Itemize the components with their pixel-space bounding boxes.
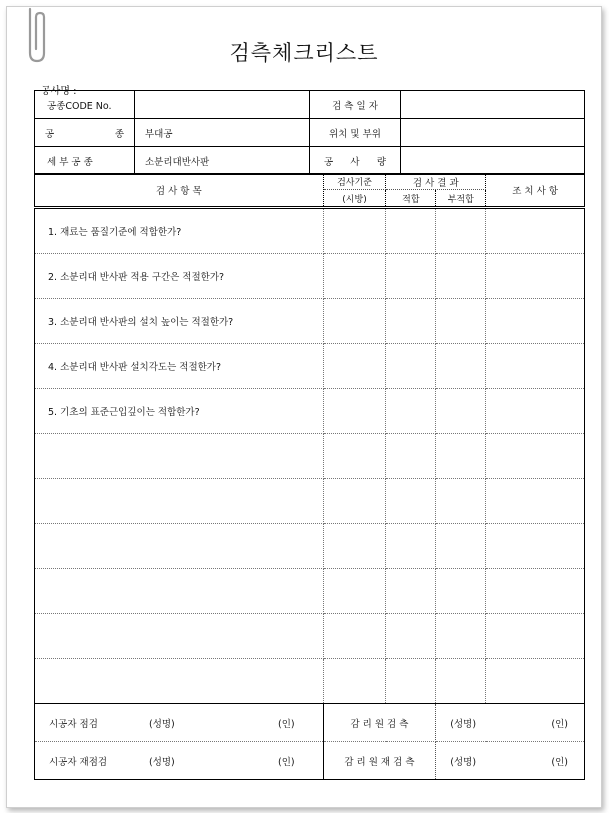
fail-cell[interactable] <box>436 524 486 569</box>
checklist-question <box>35 434 324 479</box>
standard-cell[interactable] <box>323 389 386 434</box>
action-cell[interactable] <box>486 569 585 614</box>
action-cell[interactable] <box>486 299 585 344</box>
checklist-question <box>35 524 324 569</box>
header-fail: 부적합 <box>436 190 486 208</box>
standard-cell[interactable] <box>323 254 386 299</box>
header-result: 검 사 결 과 <box>386 174 486 190</box>
info-label: 검 측 일 자 <box>310 91 401 119</box>
pass-cell[interactable] <box>386 614 436 659</box>
checklist-row <box>35 344 585 389</box>
fail-cell[interactable] <box>436 614 486 659</box>
standard-cell[interactable] <box>323 659 386 704</box>
info-label: 공종CODE No. <box>35 91 135 119</box>
header-action: 조 치 사 항 <box>486 174 585 208</box>
info-value[interactable]: 소분리대반사판 <box>135 147 310 175</box>
fail-cell[interactable] <box>436 344 486 389</box>
info-value[interactable] <box>401 147 585 175</box>
signature-role2: 감 리 원 재 검 측 <box>323 742 436 780</box>
checklist-row <box>35 524 585 569</box>
action-cell[interactable] <box>486 659 585 704</box>
standard-cell[interactable] <box>323 614 386 659</box>
action-cell[interactable] <box>486 614 585 659</box>
pass-cell[interactable] <box>386 344 436 389</box>
checklist-row <box>35 254 585 299</box>
action-cell[interactable] <box>486 524 585 569</box>
standard-cell[interactable] <box>323 299 386 344</box>
checklist-row <box>35 208 585 254</box>
standard-cell[interactable] <box>323 479 386 524</box>
info-label: 위치 및 부위 <box>310 119 401 147</box>
checklist-row <box>35 434 585 479</box>
checklist-row <box>35 569 585 614</box>
checklist-table <box>34 173 585 780</box>
standard-cell[interactable] <box>323 208 386 254</box>
checklist-question: 3. 소분리대 반사판의 설치 높이는 적절한가? <box>35 299 324 344</box>
checklist-question <box>35 659 324 704</box>
info-table <box>34 90 585 175</box>
pass-cell[interactable] <box>386 479 436 524</box>
signature-name2: (성명) (인) <box>436 704 585 742</box>
checklist-header-row <box>35 174 585 190</box>
checklist-question <box>35 479 324 524</box>
fail-cell[interactable] <box>436 479 486 524</box>
info-value[interactable]: 부대공 <box>135 119 310 147</box>
pass-cell[interactable] <box>386 254 436 299</box>
fail-cell[interactable] <box>436 569 486 614</box>
action-cell[interactable] <box>486 344 585 389</box>
info-label: 세 부 공 종 <box>35 147 135 175</box>
standard-cell[interactable] <box>323 434 386 479</box>
signature-cell: 시공자 재점검 (성명) (인) <box>35 742 324 780</box>
info-value[interactable] <box>401 91 585 119</box>
checklist-row <box>35 479 585 524</box>
fail-cell[interactable] <box>436 299 486 344</box>
info-row <box>35 119 585 147</box>
checklist-items <box>35 208 585 704</box>
checklist-row <box>35 299 585 344</box>
action-cell[interactable] <box>486 389 585 434</box>
pass-cell[interactable] <box>386 524 436 569</box>
fail-cell[interactable] <box>436 659 486 704</box>
checklist-question: 1. 재료는 품질기준에 적합한가? <box>35 208 324 254</box>
action-cell[interactable] <box>486 479 585 524</box>
header-standard-sub: (시방) <box>323 190 386 208</box>
checklist-question <box>35 614 324 659</box>
checklist-question: 2. 소분리대 반사판 적용 구간은 적절한가? <box>35 254 324 299</box>
header-item: 검 사 항 목 <box>35 174 324 208</box>
fail-cell[interactable] <box>436 208 486 254</box>
standard-cell[interactable] <box>323 569 386 614</box>
signature-row <box>35 742 585 780</box>
checklist-row <box>35 389 585 434</box>
info-row <box>35 147 585 175</box>
fail-cell[interactable] <box>436 389 486 434</box>
checklist-question <box>35 569 324 614</box>
action-cell[interactable] <box>486 254 585 299</box>
info-label: 공 사 량 <box>310 147 401 175</box>
checklist-row <box>35 614 585 659</box>
checklist-question: 4. 소분리대 반사판 설치각도는 적절한가? <box>35 344 324 389</box>
pass-cell[interactable] <box>386 208 436 254</box>
info-label: 공 종 <box>35 119 135 147</box>
standard-cell[interactable] <box>323 524 386 569</box>
signature-row <box>35 704 585 742</box>
pass-cell[interactable] <box>386 434 436 479</box>
info-row <box>35 91 585 119</box>
pass-cell[interactable] <box>386 299 436 344</box>
standard-cell[interactable] <box>323 344 386 389</box>
signature-cell: 시공자 점검 (성명) (인) <box>35 704 324 742</box>
action-cell[interactable] <box>486 208 585 254</box>
document-title: 검측체크리스트 <box>229 41 379 65</box>
info-value[interactable] <box>135 91 310 119</box>
signature-role2: 감 리 원 검 측 <box>323 704 436 742</box>
pass-cell[interactable] <box>386 659 436 704</box>
header-pass: 적합 <box>386 190 436 208</box>
fail-cell[interactable] <box>436 434 486 479</box>
pass-cell[interactable] <box>386 569 436 614</box>
signature-name2: (성명) (인) <box>436 742 585 780</box>
action-cell[interactable] <box>486 434 585 479</box>
header-standard: 검사기준 <box>323 174 386 190</box>
pass-cell[interactable] <box>386 389 436 434</box>
checklist-row <box>35 659 585 704</box>
fail-cell[interactable] <box>436 254 486 299</box>
checklist-question: 5. 기초의 표준근입깊이는 적합한가? <box>35 389 324 434</box>
project-name-label: 공사명 : <box>41 86 77 97</box>
info-value[interactable] <box>401 119 585 147</box>
